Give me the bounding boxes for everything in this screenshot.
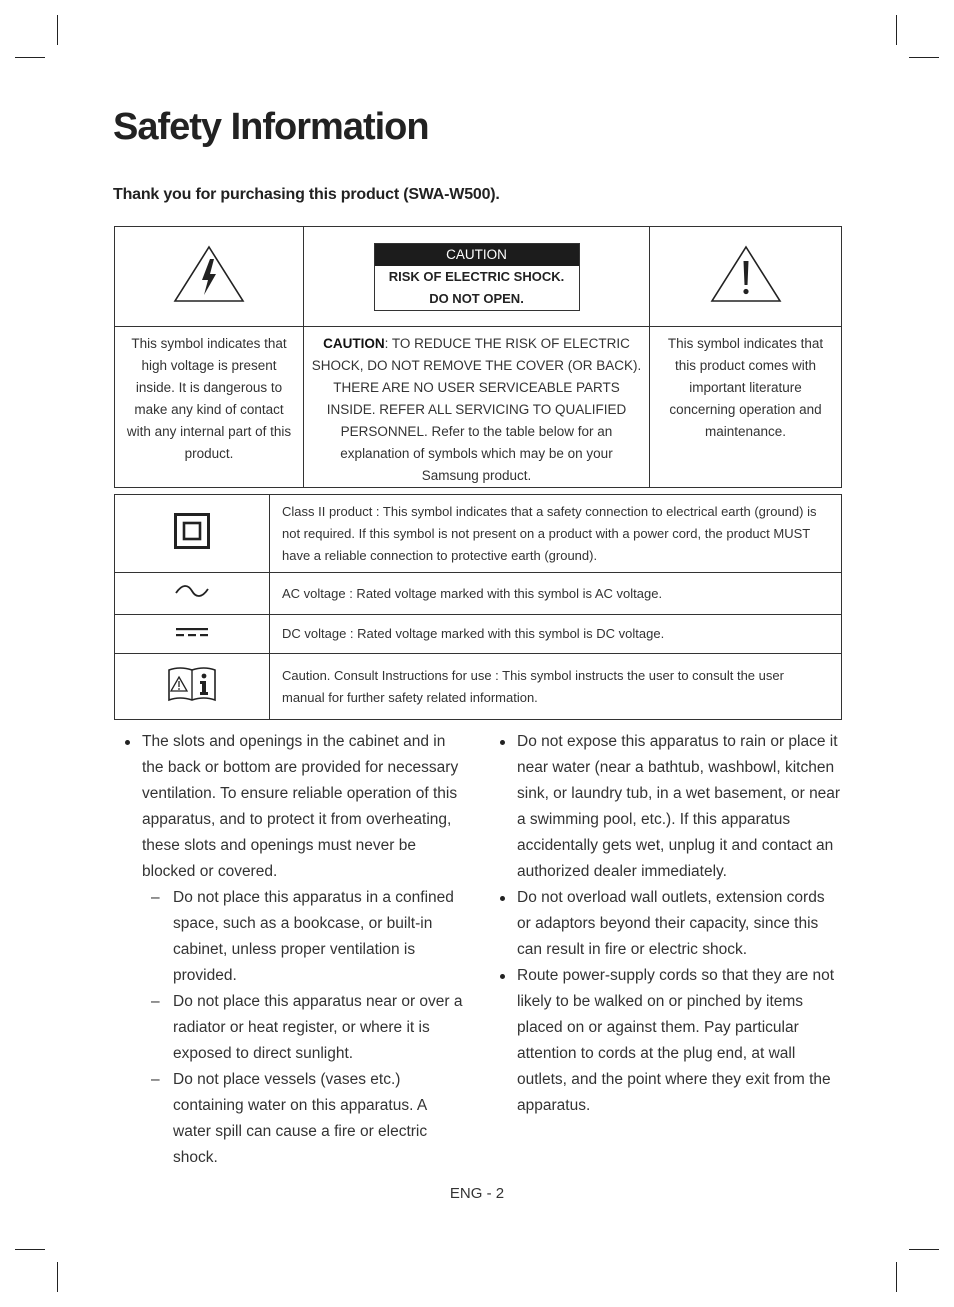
crop-mark [909, 1249, 939, 1250]
dash-marker: – [151, 889, 160, 906]
list-item: Do not expose this apparatus to rain or place it near water (near a bathtub, washbowl, kitchen sink, or laundry tub, in a wet basement, or near a swimming pool, etc.). If this apparatus accidentally gets wet, unplug it and contact an authorized dealer immediately. [489, 729, 841, 885]
sub-list-text: Do not place vessels (vases etc.) containing water on this apparatus. A water spill can cause a fire or electric shock. [173, 1071, 428, 1166]
page-number: ENG - 2 [449, 1185, 505, 1202]
caution-table-cell [304, 227, 650, 327]
sub-list-item [114, 1067, 464, 1171]
symbol-description: This symbol indicates that high voltage is present inside. It is dangerous to make any kind of contact with any internal part of this product. [115, 327, 304, 488]
crop-mark [909, 57, 939, 58]
symbol-description: This symbol indicates that this product comes with important literature concerning operation and maintenance. [650, 327, 842, 488]
sub-list-text: Do not place this apparatus near or over a radiator or heat register, or where it is exposed to direct sunlight. [173, 993, 463, 1062]
sub-list-item [114, 989, 464, 1067]
list-item: Route power-supply cords so that they are not likely to be walked on or pinched by items placed on or against them. Pay particular attention to cords at the plug end, at wall outlets, and the point where they exit from the apparatus. [489, 963, 841, 1119]
crop-mark [57, 1262, 58, 1292]
caution-table-cell [115, 227, 304, 327]
symbols-table [114, 494, 842, 720]
dash-marker: – [151, 1071, 160, 1088]
crop-mark [15, 1249, 45, 1250]
symbol-text: AC voltage : Rated voltage marked with this symbol is AC voltage. [270, 573, 842, 615]
caution-table-cell [650, 227, 842, 327]
exclamation-warning-icon [709, 244, 783, 304]
crop-mark [896, 15, 897, 45]
caution-text: : TO REDUCE THE RISK OF ELECTRIC SHOCK, DO NOT REMOVE THE COVER (OR BACK). THERE ARE NO USER SERVICEABLE PARTS INSIDE. REFER ALL SERVICING TO QUALIFIED PERSONNEL. Refer to the table below for an explanation of symbols which may be on your Samsung product. [311, 336, 642, 483]
left-column [114, 729, 464, 1171]
caution-line: RISK OF ELECTRIC SHOCK. [388, 268, 565, 284]
symbol-text: Caution. Consult Instructions for use : This symbol instructs the user to consult the user manual for further safety related information. [270, 654, 842, 720]
sub-list-item [114, 885, 464, 989]
symbol-cell [115, 615, 270, 654]
sub-list-text: Do not place this apparatus in a confined space, such as a bookcase, or built-in cabinet, unless proper ventilation is provided. [173, 889, 454, 984]
symbol-text: Class II product : This symbol indicates that a safety connection to electrical earth (ground) is not required. If this symbol is not present on a product with a power cord, the product MUST have a reliable connection to protective earth (ground). [270, 495, 842, 573]
crop-mark [15, 57, 45, 58]
caution-table [114, 226, 842, 488]
right-column [489, 729, 841, 1119]
caution-label: CAUTION [375, 244, 579, 266]
caution-box [374, 243, 580, 311]
symbol-cell [115, 573, 270, 615]
ac-voltage-icon [174, 584, 210, 598]
list-item: The slots and openings in the cabinet and in the back or bottom are provided for necessary ventilation. To ensure reliable operation of this apparatus, and to protect it from overheating, these slots and openings must never be blocked or covered. [114, 729, 464, 885]
consult-instructions-icon [167, 665, 217, 703]
class-ii-icon [174, 513, 210, 549]
list-item: Do not overload wall outlets, extension cords or adaptors beyond their capacity, since this can result in fire or electric shock. [489, 885, 841, 963]
symbol-cell [115, 495, 270, 573]
symbol-text: DC voltage : Rated voltage marked with this symbol is DC voltage. [270, 615, 842, 654]
high-voltage-warning-icon [172, 244, 246, 304]
crop-mark [57, 15, 58, 45]
crop-mark [896, 1262, 897, 1292]
dash-marker: – [151, 993, 160, 1010]
caution-description [304, 327, 650, 488]
dc-voltage-icon [175, 626, 209, 638]
page-title: Safety Information [113, 106, 429, 148]
caution-line: DO NOT OPEN. [429, 290, 524, 306]
symbol-cell [115, 654, 270, 720]
intro-text: Thank you for purchasing this product (SWA-W500). [113, 186, 500, 203]
caution-bold-label: CAUTION [323, 336, 385, 351]
